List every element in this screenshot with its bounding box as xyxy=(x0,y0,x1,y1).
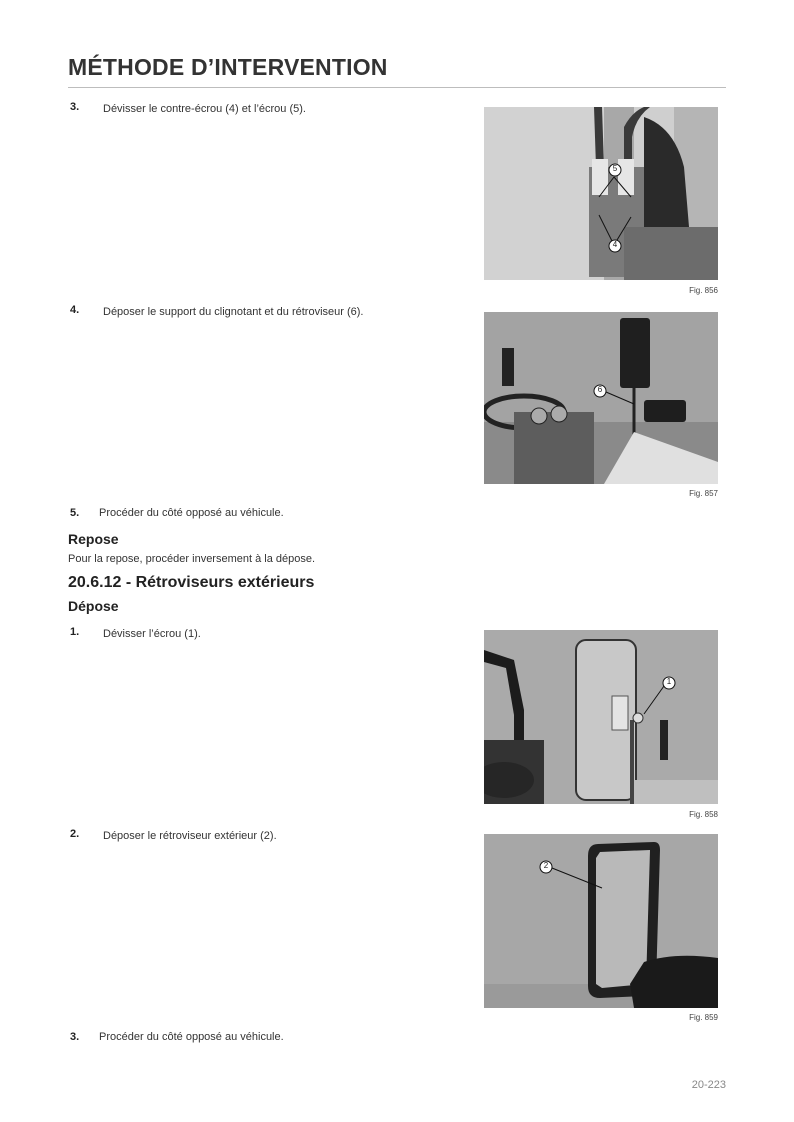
figure-859-image xyxy=(484,834,718,1008)
header-divider xyxy=(68,87,726,88)
step-number: 1. xyxy=(70,626,80,638)
section-subheading: Dépose xyxy=(68,598,119,614)
step-text: Procéder du côté opposé au véhicule. xyxy=(99,507,284,519)
figure-caption: Fig. 859 xyxy=(689,1013,718,1022)
step-text: Dévisser le contre-écrou (4) et l’écrou (5). xyxy=(103,103,306,115)
step-text: Déposer le rétroviseur extérieur (2). xyxy=(103,830,277,842)
callout-6: 6 xyxy=(597,385,603,394)
figure-856-image xyxy=(484,107,718,280)
page-number: 20-223 xyxy=(691,1079,726,1091)
figure-caption: Fig. 856 xyxy=(689,286,718,295)
figure-caption: Fig. 857 xyxy=(689,489,718,498)
callout-1: 1 xyxy=(666,677,672,686)
section-title: 20.6.12 - Rétroviseurs extérieurs xyxy=(68,574,315,591)
step-text: Dévisser l’écrou (1). xyxy=(103,628,201,640)
step-number: 4. xyxy=(70,304,80,316)
section-heading: Repose xyxy=(68,531,119,547)
step-number: 2. xyxy=(70,828,80,840)
step-text: Déposer le support du clignotant et du rétroviseur (6). xyxy=(103,306,364,318)
paragraph: Pour la repose, procéder inversement à la dépose. xyxy=(68,553,316,565)
page-title: MÉTHODE D’INTERVENTION xyxy=(68,54,388,80)
step-number: 3. xyxy=(70,101,80,113)
step-text: Procéder du côté opposé au véhicule. xyxy=(99,1031,284,1043)
callout-5: 5 xyxy=(612,164,618,173)
figure-858-image xyxy=(484,630,718,804)
step-number: 5. xyxy=(70,507,80,519)
figure-857-image xyxy=(484,312,718,484)
figure-caption: Fig. 858 xyxy=(689,810,718,819)
callout-4: 4 xyxy=(612,240,618,249)
callout-2: 2 xyxy=(543,861,549,870)
step-number: 3. xyxy=(70,1031,80,1043)
